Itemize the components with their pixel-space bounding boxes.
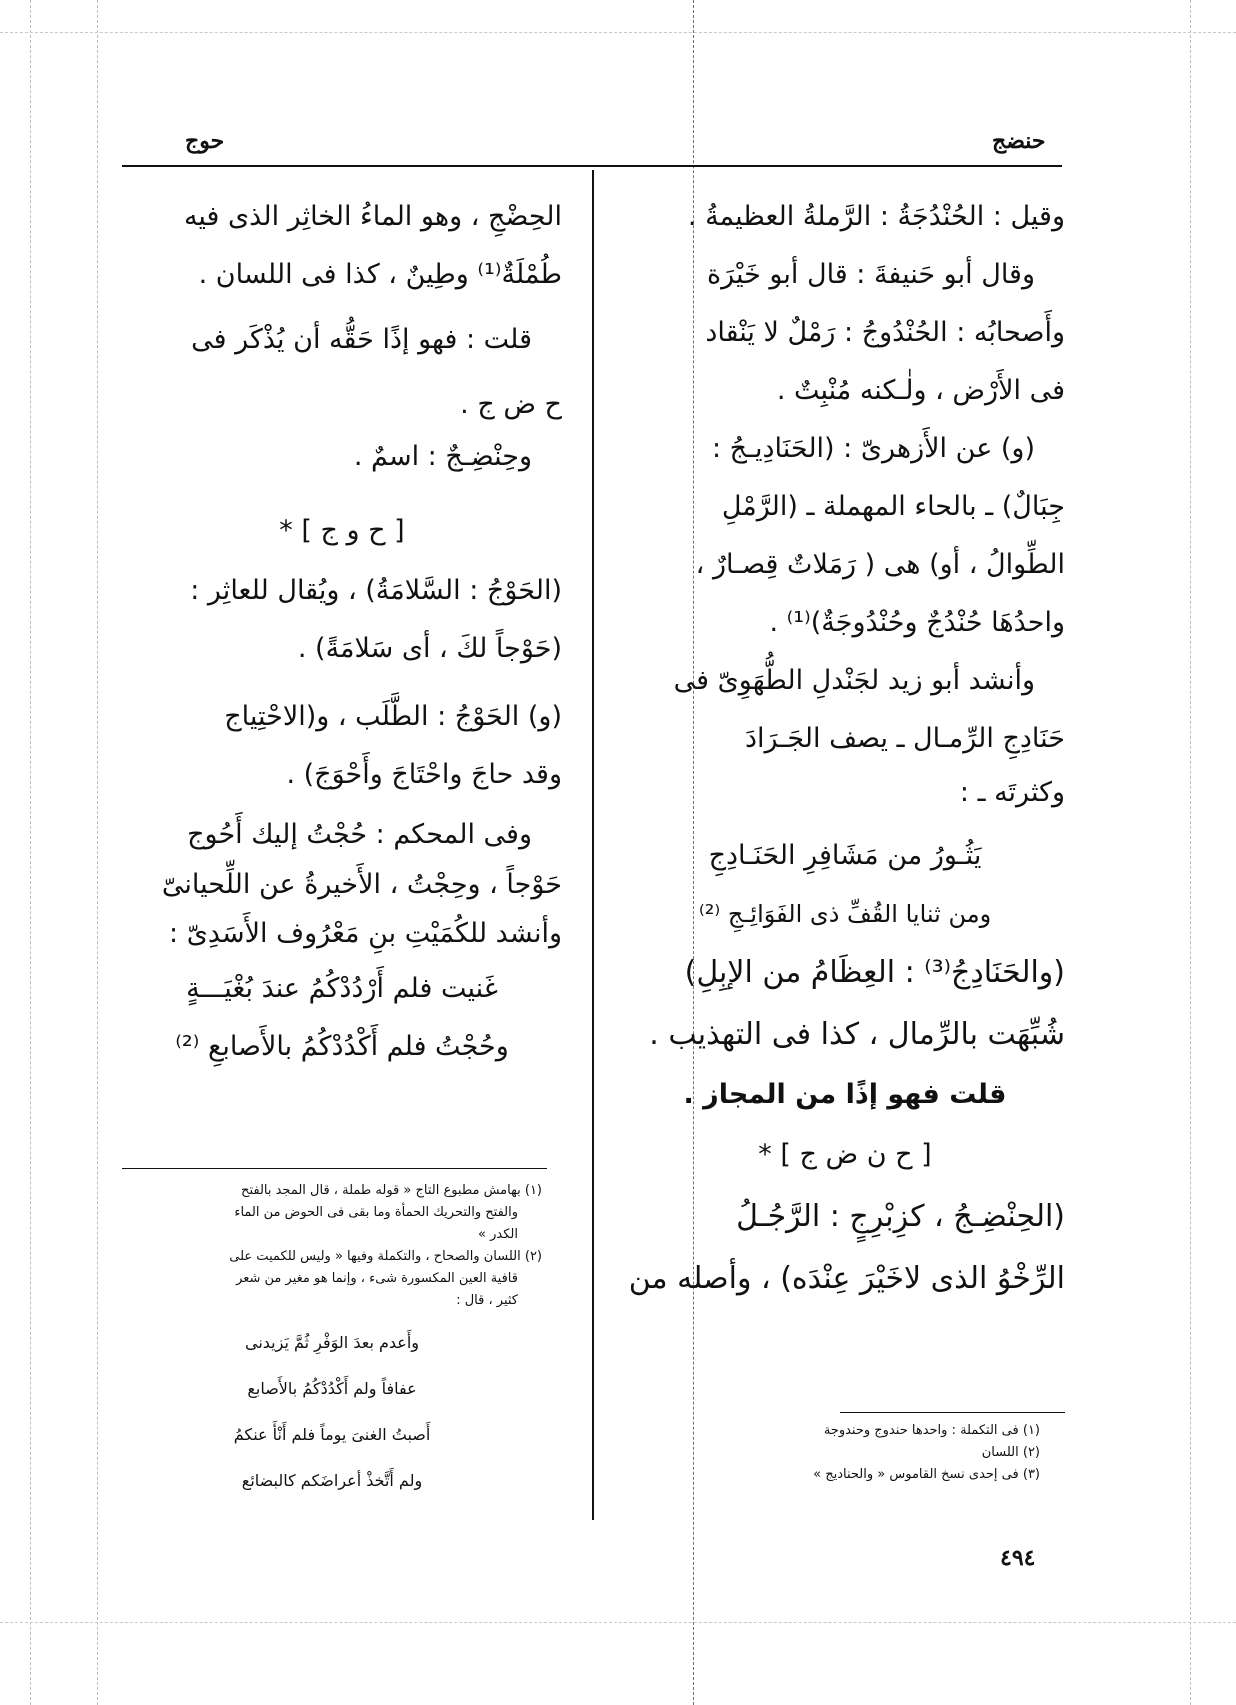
scan-line-left-2	[97, 0, 98, 1705]
text-line: (الحِنْضِـجُ ، كزِبْرِجٍ : الرَّجُـلُ	[736, 1199, 1065, 1234]
column-divider	[592, 170, 594, 1520]
verse-line: وحُجْتُ فلم أَكْدُدْكُمُ بالأَصابعِ ⁽²⁾	[175, 1031, 509, 1062]
footnotes-right	[700, 1420, 1040, 1486]
text-line: وقال أبو حَنيفةَ : قال أبو خَيْرَة	[706, 259, 1035, 290]
footnote: (٣) فى إحدى نسخ القاموس « والحناديج »	[813, 1467, 1040, 1482]
footnote-rule-right	[840, 1412, 1065, 1413]
verse-line: غَنيت فلم أَرْدُدْكُمُ عندَ بُغْيَـــةٍ	[186, 973, 498, 1004]
text-line: ح ض ج .	[460, 389, 562, 420]
text-line: وحِنْضِـجٌ : اسمٌ .	[353, 441, 532, 472]
running-head-right: حنضج	[992, 128, 1046, 154]
verse-line: ومن ثنايا القُفِّ ذى الفَوَائِـجِ ⁽²⁾	[698, 900, 992, 928]
right-column	[625, 188, 1065, 1310]
text-line: واحدُهَا حُنْدُجٌ وحُنْدُوجَةٌ)⁽¹⁾ .	[769, 607, 1065, 638]
footnote: (١) بهامش مطبوع التاج « قوله طملة ، قال المجد بالفتح	[241, 1183, 542, 1198]
footnote-verse-line: عفافاً ولم أَكْدُدْكُمُ بالأَصابع	[247, 1379, 417, 1398]
text-line: قلت فهو إذًا من المجاز .	[683, 1079, 1007, 1110]
scan-line-right	[1190, 0, 1191, 1705]
entry-heading: [ ح ن ض ج ] *	[758, 1139, 932, 1170]
footnotes-left	[122, 1180, 542, 1512]
text-line: وأَصحابُه : الحُنْدُوجُ : رَمْلٌ لا يَنْقاد	[705, 317, 1065, 348]
footnote: الكدر »	[478, 1227, 518, 1242]
footnote-rule-left	[122, 1168, 547, 1169]
text-line: (والحَنَادِجُ⁽³⁾ : العِظَامُ من الإبِلِ)	[684, 955, 1065, 990]
scan-line-bottom	[0, 1622, 1236, 1623]
footnote: (٢) اللسان	[981, 1445, 1040, 1460]
text-line: (و) عن الأَزهرىّ : (الحَنَادِيـجُ :	[711, 433, 1035, 464]
header-rule	[122, 165, 1062, 167]
text-line: وكثرتَه ـ :	[959, 777, 1065, 808]
verse-line: يَثُـورُ من مَشَافِرِ الحَنَـادِجِ	[708, 840, 982, 871]
text-line: جِبَالٌ) ـ بالحاء المهملة ـ (الرَّمْلِ	[721, 491, 1065, 522]
text-line: (و) الحَوْجُ : الطَّلَب ، و(الاحْتِياج	[224, 701, 562, 732]
text-line: فى الأَرْض ، ولٰـكنه مُنْبِتٌ .	[776, 375, 1065, 406]
text-line: وفى المحكم : حُجْتُ إليك أَحُوج	[187, 819, 532, 850]
footnote-verse-line: أَصبتُ الغنىَ يوماً فلم أَنْأَ عنكمُ	[233, 1425, 431, 1444]
text-line: (الحَوْجُ : السَّلامَةُ) ، ويُقال للعاثِر :	[190, 575, 562, 606]
entry-heading: [ ح و ج ] *	[279, 515, 405, 546]
text-line: الحِضْجِ ، وهو الماءُ الخاثِر الذى فيه	[183, 201, 562, 232]
footnote: (١) فى التكملة : واحدها حندوج وحندوجة	[823, 1423, 1040, 1438]
running-head-left: حوج	[185, 128, 225, 154]
text-line: حَنَادِجِ الرِّمـال ـ يصف الجَـرَادَ	[745, 723, 1065, 754]
text-line: حَوْجاً ، وحِجْتُ ، الأَخيرةُ عن اللِّحيانىّ	[161, 869, 562, 900]
footnote: والفتح والتحريك الحمأة وما بقى فى الحوض من الماء	[234, 1205, 518, 1220]
footnote: (٢) اللسان والصحاح ، والتكملة وفيها « وليس للكميت على	[229, 1249, 542, 1264]
text-line: (حَوْجاً لكَ ، أى سَلامَةً) .	[297, 633, 562, 664]
left-column	[122, 188, 562, 1076]
footnote-verse-line: وأَعدم بعدَ الوَفْرِ ثُمَّ يَزيدنى	[244, 1333, 420, 1352]
text-line: وأنشد للكُمَيْتِ بنِ مَعْرُوف الأَسَدِىّ :	[169, 918, 562, 949]
scan-line-top	[0, 32, 1236, 33]
text-line: طُمْلَةٌ⁽¹⁾ وطِينٌ ، كذا فى اللسان .	[198, 259, 562, 290]
text-line: شُبِّهَت بالرِّمال ، كذا فى التهذيب .	[649, 1017, 1065, 1052]
text-line: وقيل : الحُنْدُجَةُ : الرَّملةُ العظيمةُ .	[687, 201, 1065, 232]
text-line: الطِّوالُ ، أو) هى ( رَمَلاتٌ قِصـارٌ ،	[695, 549, 1065, 580]
text-line: وأنشد أبو زيد لجَنْدلِ الطُّهَوِىّ فى	[673, 665, 1035, 696]
footnote: كثير ، قال :	[456, 1293, 518, 1308]
text-line: الرِّخْوُ الذى لاخَيْرَ عِنْدَه) ، وأصله من	[628, 1261, 1065, 1296]
footnote-verse-line: ولم أَتَّخذْ أعراضَكم كالبضائع	[241, 1471, 423, 1490]
footnote: قافية العين المكسورة شىء ، وإنما هو مغير من شعر	[236, 1271, 518, 1286]
text-line: وقد حاجَ واحْتَاجَ وأَحْوَجَ) .	[286, 759, 562, 790]
page-number: ٤٩٤	[1000, 1545, 1036, 1571]
scan-line-left	[30, 0, 31, 1705]
text-line: قلت : فهو إذًا حَقُّه أن يُذْكَر فى	[191, 324, 532, 355]
